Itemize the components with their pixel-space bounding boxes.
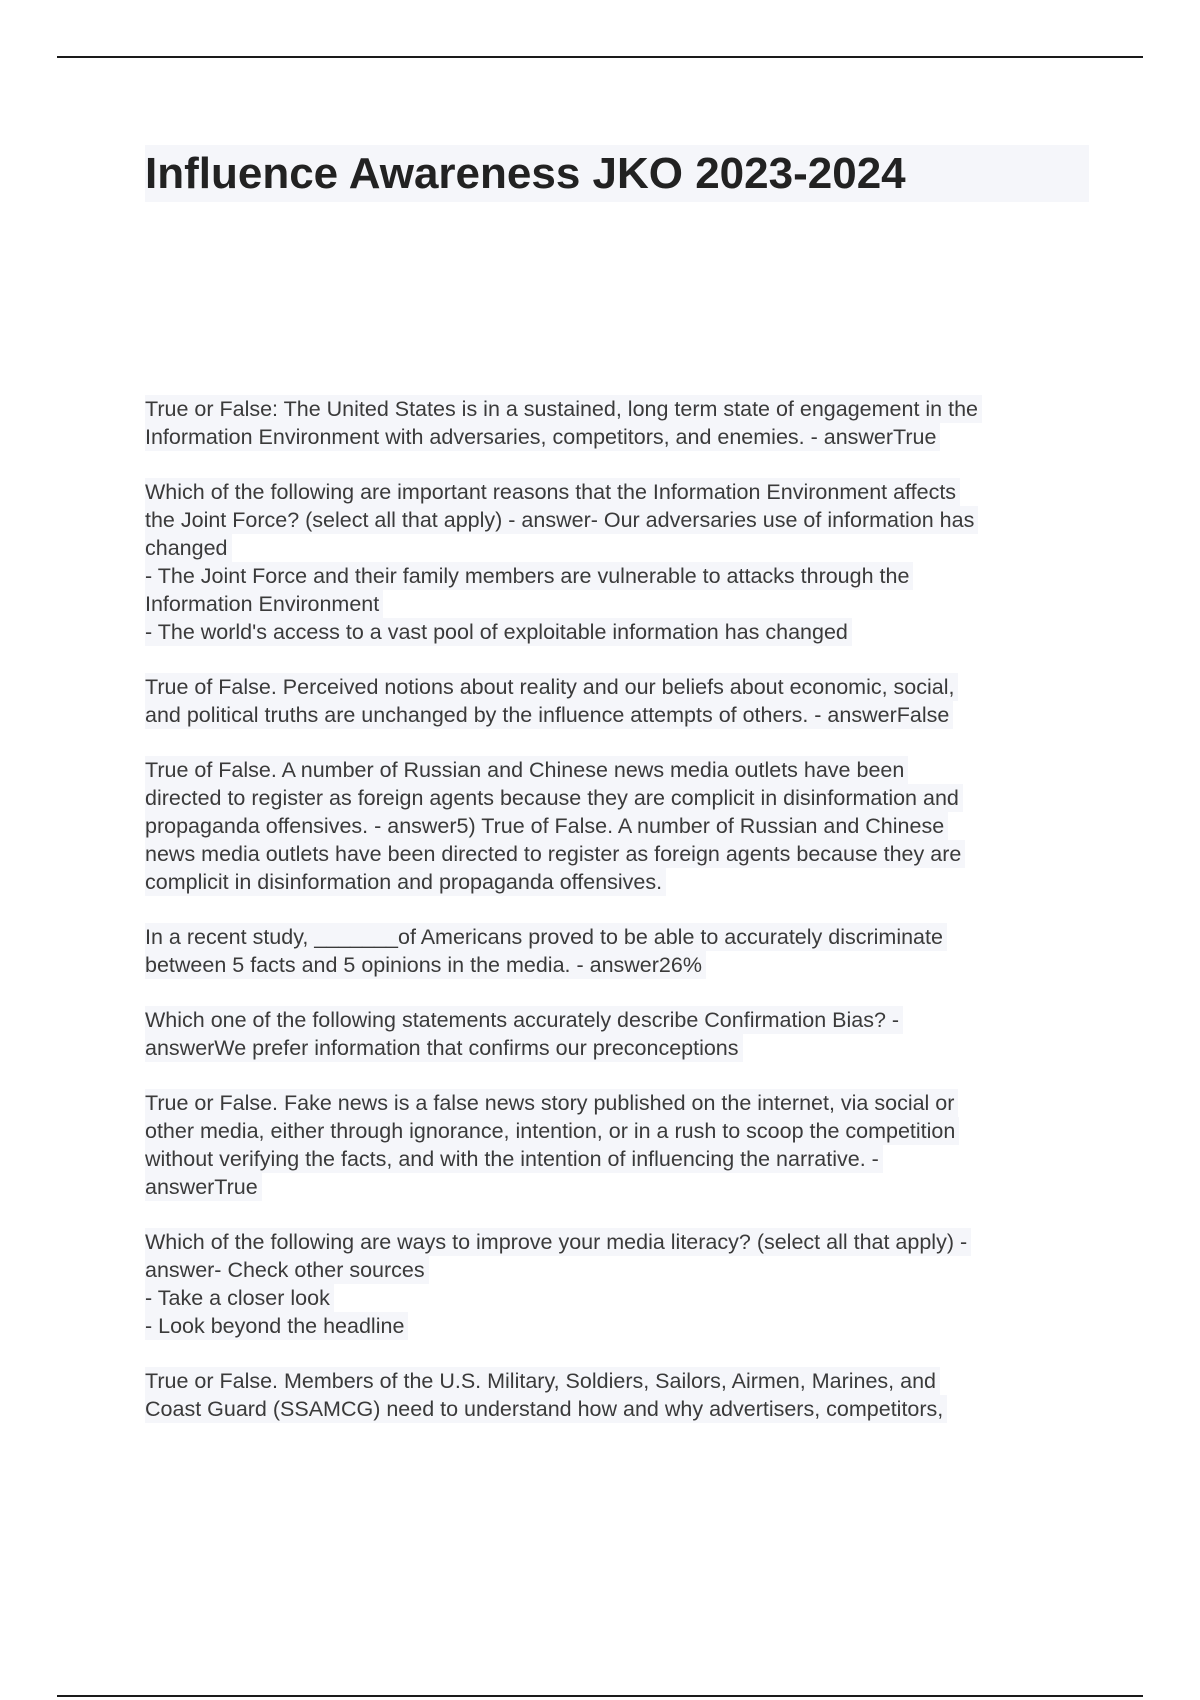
qa-line: changed (145, 534, 232, 562)
qa-line: True or False. Fake news is a false news story published on the internet, via social or (145, 1089, 958, 1117)
qa-line: complicit in disinformation and propaganda offensives. (145, 868, 666, 896)
qa-item (145, 478, 1100, 646)
qa-line: without verifying the facts, and with the intention of influencing the narrative. - (145, 1145, 883, 1173)
qa-line: news media outlets have been directed to register as foreign agents because they are (145, 840, 965, 868)
qa-line: answerTrue (145, 1173, 262, 1201)
qa-line: Which one of the following statements accurately describe Confirmation Bias? - (145, 1006, 903, 1034)
qa-line: Which of the following are important reasons that the Information Environment affects (145, 478, 960, 506)
qa-line: True or False: The United States is in a sustained, long term state of engagement in the (145, 395, 982, 423)
qa-line: - The Joint Force and their family members are vulnerable to attacks through the (145, 562, 913, 590)
qa-line: - Look beyond the headline (145, 1312, 408, 1340)
qa-line: Information Environment (145, 590, 383, 618)
qa-line: - The world's access to a vast pool of exploitable information has changed (145, 618, 852, 646)
qa-line: In a recent study, _______of Americans proved to be able to accurately discriminate (145, 923, 947, 951)
qa-line: True of False. Perceived notions about reality and our beliefs about economic, social, (145, 673, 958, 701)
qa-item (145, 1367, 1100, 1423)
qa-item (145, 923, 1100, 979)
qa-line: other media, either through ignorance, intention, or in a rush to scoop the competition (145, 1117, 959, 1145)
qa-line: directed to register as foreign agents because they are complicit in disinformation and (145, 784, 963, 812)
qa-line: answerWe prefer information that confirms our preconceptions (145, 1034, 743, 1062)
qa-line: True or False. Members of the U.S. Military, Soldiers, Sailors, Airmen, Marines, and (145, 1367, 940, 1395)
qa-line: True of False. A number of Russian and Chinese news media outlets have been (145, 756, 908, 784)
qa-item (145, 1228, 1100, 1340)
qa-item (145, 673, 1100, 729)
qa-line: and political truths are unchanged by the influence attempts of others. - answerFalse (145, 701, 953, 729)
qa-item (145, 395, 1100, 451)
bottom-rule (57, 1695, 1143, 1697)
document-body (145, 395, 1100, 1450)
qa-item (145, 1006, 1100, 1062)
qa-item (145, 756, 1100, 896)
qa-line: - Take a closer look (145, 1284, 334, 1312)
qa-line: Information Environment with adversaries, competitors, and enemies. - answerTrue (145, 423, 940, 451)
qa-line: Coast Guard (SSAMCG) need to understand how and why advertisers, competitors, (145, 1395, 947, 1423)
top-rule (57, 56, 1143, 58)
qa-line: Which of the following are ways to improve your media literacy? (select all that apply) - (145, 1228, 971, 1256)
qa-line: between 5 facts and 5 opinions in the media. - answer26% (145, 951, 706, 979)
qa-line: propaganda offensives. - answer5) True of False. A number of Russian and Chinese (145, 812, 948, 840)
page-title: Influence Awareness JKO 2023-2024 (145, 149, 906, 198)
qa-line: answer- Check other sources (145, 1256, 429, 1284)
qa-line: the Joint Force? (select all that apply) - answer- Our adversaries use of information has (145, 506, 978, 534)
qa-item (145, 1089, 1100, 1201)
